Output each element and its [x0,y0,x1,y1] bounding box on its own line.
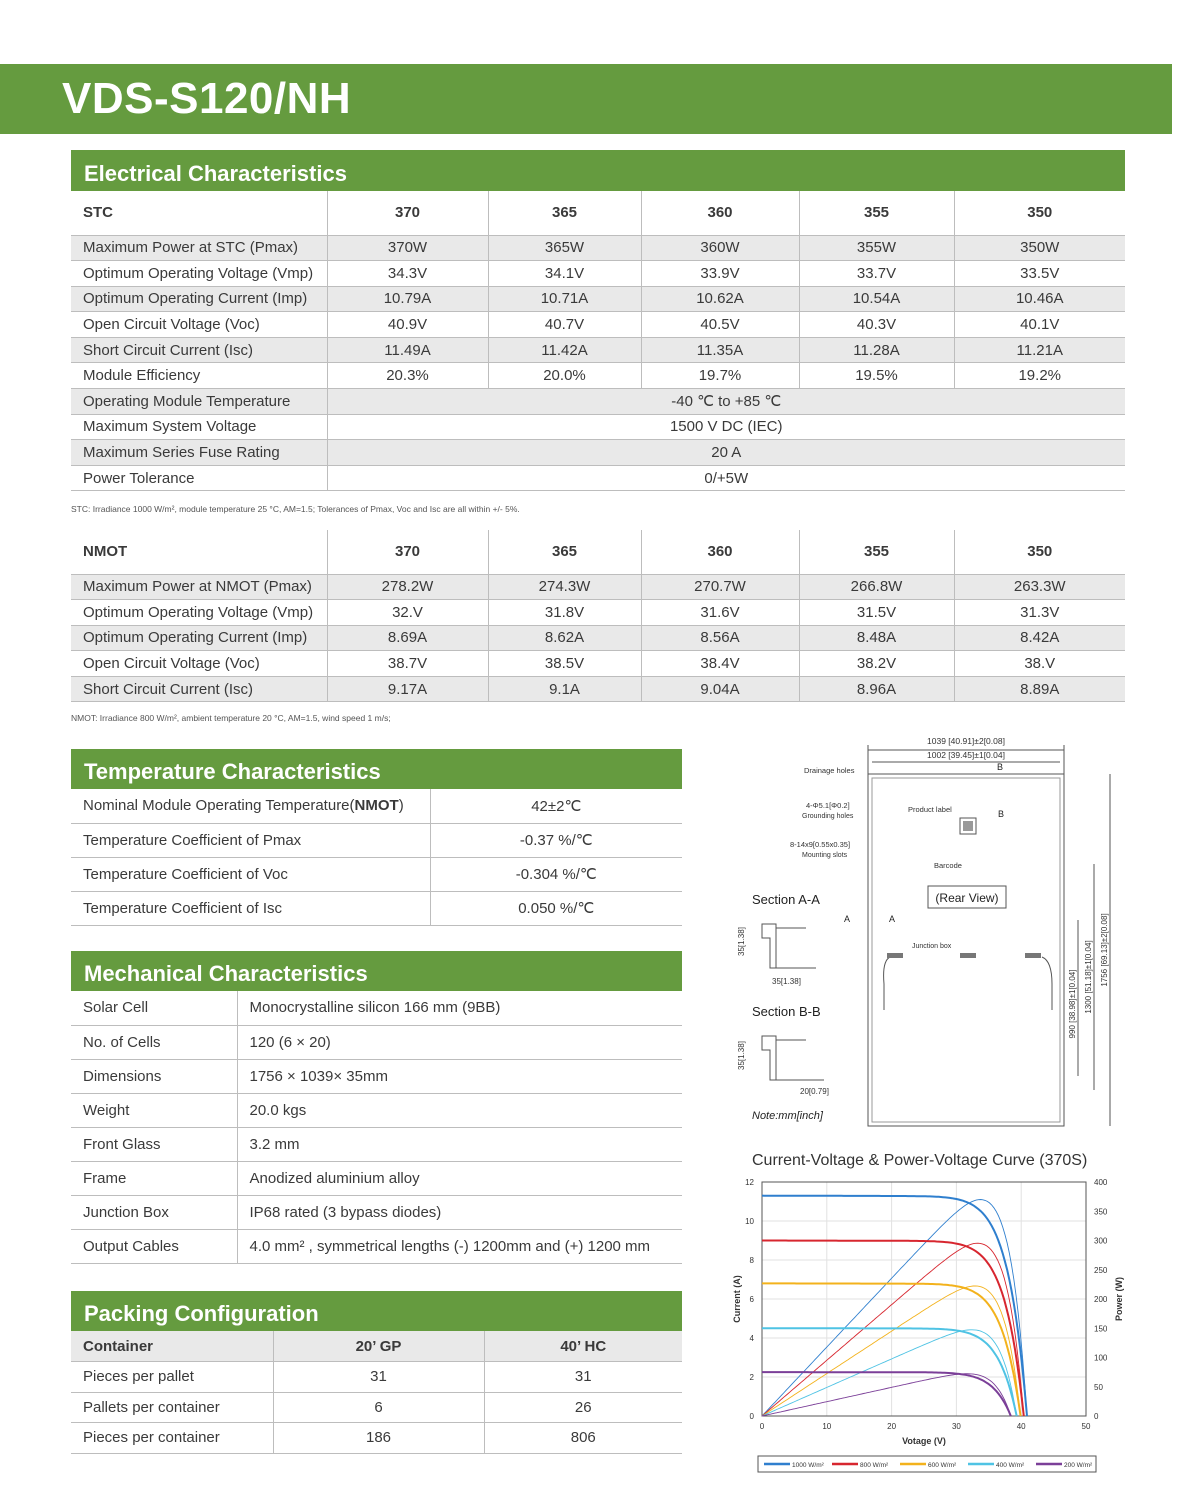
stc-note: STC: Irradiance 1000 W/m², module temperature 25 °C, AM=1.5; Tolerances of Pmax, Voc and Isc are all within +/- 5%. [71,504,520,514]
legend-label-3: 400 W/m² [996,1462,1025,1469]
table-row [71,857,682,891]
row-value: 10.71A [488,286,641,312]
row-value: 278.2W [327,574,488,600]
row-value: 266.8W [799,574,954,600]
row-value: 33.5V [954,261,1125,287]
row-value: 370W [327,235,488,261]
row-value: 40.3V [799,312,954,338]
row-label [71,891,430,925]
y2-tick-label: 400 [1094,1178,1108,1187]
row-label: Open Circuit Voltage (Voc) [71,651,327,677]
packing-heading: Packing Configuration [71,1291,682,1331]
y-tick-label: 8 [749,1256,754,1265]
row-value: 33.9V [641,261,799,287]
table-row [71,286,1125,312]
mark-a-2: A [889,914,896,924]
dim-top-2: 1002 [39.45]±1[0.04] [927,750,1005,760]
packing-table [71,1331,682,1454]
y2-tick-label: 350 [1094,1207,1108,1217]
mark-a-1: A [844,914,851,924]
table-row [71,789,682,823]
row-label: Pieces per pallet [71,1362,273,1393]
table-row [71,625,1125,651]
legend-label-0: 1000 W/m² [792,1462,824,1469]
dim-35-bb-vertical: 35[1.38] [737,1041,746,1070]
y2-tick-label: 250 [1094,1265,1108,1275]
row-label-text: Nominal Module Operating Temperature( [83,797,355,815]
row-value: 9.04A [641,676,799,702]
row-value: 10.62A [641,286,799,312]
table-row [71,1423,682,1454]
dim-20-label: 20[0.79] [800,1087,829,1096]
nmot-table [71,530,1125,702]
y-tick-label: 0 [749,1412,754,1421]
temperature-table [71,789,682,926]
row-value: 10.54A [799,286,954,312]
stc-header-cell: 360 [641,191,799,235]
table-row [71,465,1125,491]
table-row [71,440,1125,466]
row-label: Optimum Operating Current (Imp) [71,286,327,312]
table-row [71,1229,682,1263]
legend-label-1: 800 W/m² [860,1462,889,1469]
current-curve-4 [762,1372,1011,1416]
row-value: 10.79A [327,286,488,312]
row-label [71,857,430,891]
row-label: Pallets per container [71,1392,273,1423]
row-value: 8.48A [799,625,954,651]
stc-header-cell: 355 [799,191,954,235]
row-value: 38.4V [641,651,799,677]
section-aa-label: Section A-A [752,892,820,907]
row-label: Maximum Power at NMOT (Pmax) [71,574,327,600]
nmot-header-cell: 370 [327,530,488,574]
legend-label-4: 200 W/m² [1064,1462,1093,1469]
section-bb-label: Section B-B [752,1004,821,1019]
row-value: 4.0 mm² , symmetrical lengths (-) 1200mm and (+) 1200 mm [237,1229,682,1263]
row-label: Maximum Series Fuse Rating [71,440,327,466]
stc-header-cell: 365 [488,191,641,235]
row-value: 806 [484,1423,682,1454]
product-label: Product label [908,805,952,814]
title-bar [0,64,1172,134]
row-value: 32.V [327,600,488,626]
row-label: Front Glass [71,1127,237,1161]
row-value: 34.3V [327,261,488,287]
row-value: 11.28A [799,337,954,363]
row-value: 31.6V [641,600,799,626]
legend-label-2: 600 W/m² [928,1462,957,1469]
row-label-suffix: ) [398,797,404,815]
row-value: 31.8V [488,600,641,626]
table-row [71,363,1125,389]
row-label-text: Temperature Coefficient of Pmax [83,831,302,849]
row-value: 8.89A [954,676,1125,702]
x-axis-label: Votage (V) [902,1436,946,1446]
row-value: 40.5V [641,312,799,338]
row-value: 31.5V [799,600,954,626]
row-value: 263.3W [954,574,1125,600]
row-value: 270.7W [641,574,799,600]
table-row [71,991,682,1025]
row-value: 11.49A [327,337,488,363]
row-label [71,789,430,823]
row-value: 365W [488,235,641,261]
row-value: 9.1A [488,676,641,702]
row-label: Pieces per container [71,1423,273,1454]
x-tick-label: 20 [887,1422,897,1431]
row-value: IP68 rated (3 bypass diodes) [237,1195,682,1229]
row-value: 40.7V [488,312,641,338]
row-value: 20.0 kgs [237,1093,682,1127]
dim-35-aa-horizontal: 35[1.38] [772,977,801,986]
row-value: 0/+5W [327,465,1125,491]
stc-header-row [71,191,1125,235]
row-label [71,823,430,857]
row-value: 11.21A [954,337,1125,363]
y-tick-label: 12 [745,1178,754,1187]
row-value: 20.0% [488,363,641,389]
drainage-label: Drainage holes [804,766,855,775]
nmot-header-cell: 355 [799,530,954,574]
row-label: Output Cables [71,1229,237,1263]
packing-header-cell: 40’ HC [484,1331,682,1362]
dim-35-aa-vertical: 35[1.38] [737,927,746,956]
barcode-label: Barcode [934,861,962,870]
module-drawing [722,732,1132,1132]
stc-header-cell: 370 [327,191,488,235]
mark-b-2: B [998,809,1005,819]
row-value: 33.7V [799,261,954,287]
table-row [71,312,1125,338]
row-label: Weight [71,1093,237,1127]
row-value: 8.62A [488,625,641,651]
row-value: 20 A [327,440,1125,466]
row-value: 274.3W [488,574,641,600]
table-row [71,1362,682,1393]
rear-view-label: (Rear View) [935,891,999,905]
row-value: 38.V [954,651,1125,677]
mechanical-table [71,991,682,1264]
mounting-size: 8-14x9[0.55x0.35] [790,840,851,849]
row-value: 9.17A [327,676,488,702]
table-row [71,1059,682,1093]
row-value: 8.42A [954,625,1125,651]
packing-header-row [71,1331,682,1362]
table-row [71,891,682,925]
row-value: 8.96A [799,676,954,702]
row-value: 186 [273,1423,484,1454]
row-value: 1500 V DC (IEC) [327,414,1125,440]
row-value: 11.42A [488,337,641,363]
row-value: 34.1V [488,261,641,287]
nmot-note: NMOT: Irradiance 800 W/m², ambient temperature 20 °C, AM=1.5, wind speed 1 m/s; [71,713,391,723]
row-value: 0.050 %/℃ [430,891,682,925]
y-tick-label: 4 [749,1334,754,1343]
row-value: 3.2 mm [237,1127,682,1161]
grounding-size: 4-Φ5.1[Φ0.2] [806,801,850,810]
row-label: Power Tolerance [71,465,327,491]
chart-title: Current-Voltage & Power-Voltage Curve (370S) [752,1152,1088,1169]
row-value: 8.56A [641,625,799,651]
row-label: Optimum Operating Voltage (Vmp) [71,600,327,626]
row-label: Junction Box [71,1195,237,1229]
power-curve-4 [762,1374,1011,1416]
y2-tick-label: 300 [1094,1236,1108,1246]
row-label: Optimum Operating Current (Imp) [71,625,327,651]
row-value: -40 ℃ to +85 ℃ [327,389,1125,415]
row-label: Frame [71,1161,237,1195]
row-value: 6 [273,1392,484,1423]
table-row [71,1392,682,1423]
nmot-header-cell: 365 [488,530,641,574]
x-tick-label: 0 [759,1422,765,1431]
mounting-label: Mounting slots [802,852,848,859]
row-value: 8.69A [327,625,488,651]
stc-header-cell: 350 [954,191,1125,235]
row-value: -0.37 %/℃ [430,823,682,857]
row-value: 355W [799,235,954,261]
table-row [71,823,682,857]
row-value: 11.35A [641,337,799,363]
row-value: 31 [484,1362,682,1393]
nmot-header-cell: 360 [641,530,799,574]
row-value: 20.3% [327,363,488,389]
row-value: 360W [641,235,799,261]
table-row [71,235,1125,261]
table-row [71,574,1125,600]
table-row [71,261,1125,287]
stc-header-cell: STC [71,191,327,235]
row-value: 350W [954,235,1125,261]
row-value: 31 [273,1362,484,1393]
packing-header-cell: Container [71,1331,273,1362]
table-row [71,651,1125,677]
row-value: 38.2V [799,651,954,677]
row-label: Module Efficiency [71,363,327,389]
table-row [71,1093,682,1127]
electrical-heading: Electrical Characteristics [71,150,1125,191]
table-row [71,1025,682,1059]
row-label: Operating Module Temperature [71,389,327,415]
dim-1756-label: 1756 [69.13]±2[0.08] [1100,913,1109,987]
table-row [71,1161,682,1195]
nmot-header-row [71,530,1125,574]
row-label: Maximum Power at STC (Pmax) [71,235,327,261]
packing-header-cell: 20’ GP [273,1331,484,1362]
row-label: Open Circuit Voltage (Voc) [71,312,327,338]
grounding-label: Grounding holes [802,813,854,820]
row-value: Anodized aluminium alloy [237,1161,682,1195]
row-value: 120 (6 × 20) [237,1025,682,1059]
row-value: 38.5V [488,651,641,677]
row-label-text: Temperature Coefficient of Voc [83,865,288,883]
dim-top-1: 1039 [40.91]±2[0.08] [927,736,1005,746]
nmot-header-cell: NMOT [71,530,327,574]
row-value: 19.7% [641,363,799,389]
temperature-heading: Temperature Characteristics [71,749,682,789]
row-label: No. of Cells [71,1025,237,1059]
row-label: Short Circuit Current (Isc) [71,676,327,702]
nmot-header-cell: 350 [954,530,1125,574]
row-value: Monocrystalline silicon 166 mm (9BB) [237,991,682,1025]
table-row [71,600,1125,626]
y-tick-label: 10 [745,1217,754,1226]
y2-tick-label: 150 [1094,1324,1108,1334]
x-tick-label: 10 [822,1422,832,1431]
table-row [71,389,1125,415]
y2-tick-label: 200 [1094,1295,1108,1304]
table-row [71,676,1125,702]
x-tick-label: 50 [1081,1422,1091,1431]
row-value: 42±2℃ [430,789,682,823]
row-value: -0.304 %/℃ [430,857,682,891]
row-value: 40.9V [327,312,488,338]
stc-table [71,191,1125,491]
table-row [71,337,1125,363]
dim-1300-label: 1300 [51.18]±1[0.04] [1084,940,1093,1014]
page-title: VDS-S120/NH [62,74,352,123]
table-row [71,1127,682,1161]
row-value: 19.5% [799,363,954,389]
iv-pv-chart [722,1172,1132,1490]
mechanical-heading: Mechanical Characteristics [71,951,682,991]
row-label: Short Circuit Current (Isc) [71,337,327,363]
units-note: Note:mm[inch] [752,1110,823,1122]
row-label: Optimum Operating Voltage (Vmp) [71,261,327,287]
y2-axis-label: Power (W) [1114,1277,1124,1321]
row-label: Dimensions [71,1059,237,1093]
y-tick-label: 6 [749,1295,754,1304]
y2-tick-label: 0 [1094,1412,1099,1421]
y-axis-label: Current (A) [732,1275,742,1323]
y-tick-label: 2 [749,1373,754,1382]
row-value: 40.1V [954,312,1125,338]
row-label: Maximum System Voltage [71,414,327,440]
row-label-bold: NMOT [354,797,399,815]
table-row [71,1195,682,1229]
row-value: 38.7V [327,651,488,677]
row-value: 10.46A [954,286,1125,312]
row-value: 31.3V [954,600,1125,626]
y2-tick-label: 100 [1094,1353,1108,1363]
row-value: 26 [484,1392,682,1423]
mark-b-1: B [997,762,1004,772]
y2-tick-label: 50 [1094,1382,1103,1392]
row-label: Solar Cell [71,991,237,1025]
dim-990-label: 990 [38.98]±1[0.04] [1068,969,1077,1039]
junction-box-label: Junction box [912,943,952,950]
x-tick-label: 30 [951,1422,961,1431]
table-row [71,414,1125,440]
row-label-text: Temperature Coefficient of Isc [83,899,282,917]
row-value: 1756 × 1039× 35mm [237,1059,682,1093]
x-tick-label: 40 [1016,1422,1026,1431]
row-value: 19.2% [954,363,1125,389]
